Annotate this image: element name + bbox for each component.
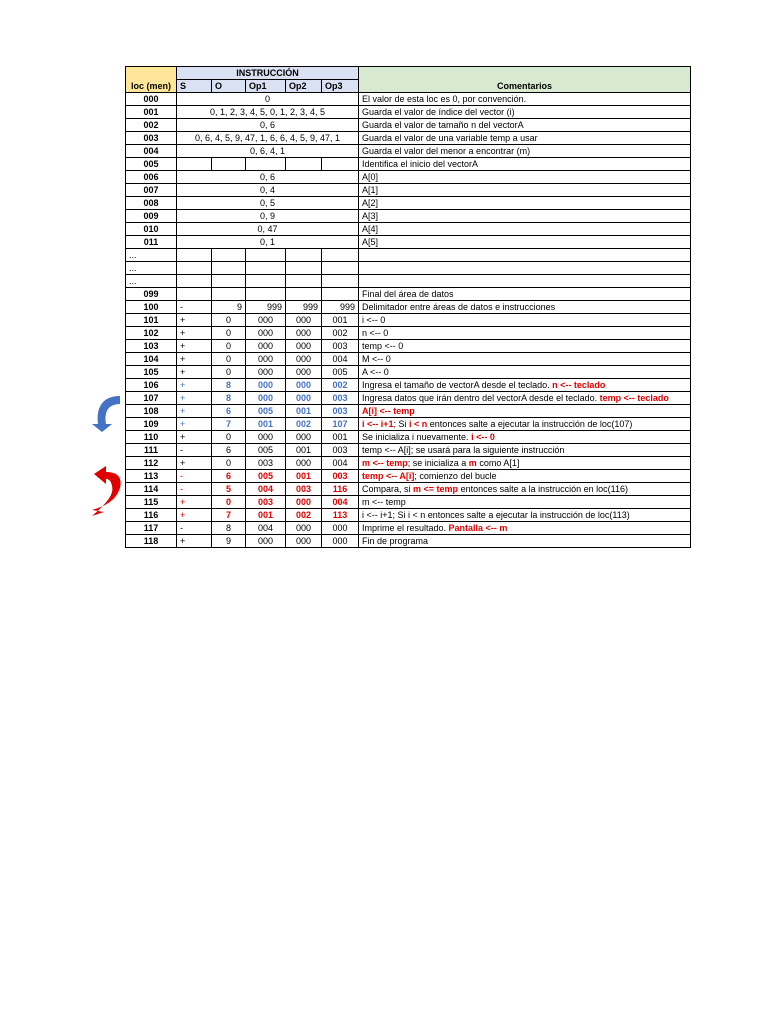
- o-cell: 0: [212, 353, 246, 366]
- comment-text: como A[1]: [476, 458, 520, 468]
- comment-cell: [359, 431, 691, 444]
- s-cell: -: [177, 483, 212, 496]
- empty-cell: [322, 275, 359, 288]
- empty-cell: [177, 262, 212, 275]
- op3-cell: 004: [322, 457, 359, 470]
- op2-cell: 003: [286, 483, 322, 496]
- value-cell: 0: [177, 93, 359, 106]
- s-cell: +: [177, 327, 212, 340]
- op2-cell: 000: [286, 379, 322, 392]
- op3-cell: 999: [322, 301, 359, 314]
- o-cell: 8: [212, 522, 246, 535]
- op3-cell: 003: [322, 405, 359, 418]
- o-cell: 8: [212, 379, 246, 392]
- loc-cell: 114: [126, 483, 177, 496]
- comment-text: entonces salte a ejecutar la instrucción de loc(107): [427, 419, 633, 429]
- highlight-text: n <-- teclado: [552, 380, 606, 390]
- empty-cell: [359, 249, 691, 262]
- comment-cell: Fin de programa: [359, 535, 691, 548]
- s-cell: +: [177, 366, 212, 379]
- instr-row-106: [126, 379, 691, 392]
- op1-cell: 003: [246, 496, 286, 509]
- op2-cell: 000: [286, 522, 322, 535]
- instr-row-117: [126, 522, 691, 535]
- loc-cell: 003: [126, 132, 177, 145]
- op2-cell: 000: [286, 496, 322, 509]
- instr-row-114: [126, 483, 691, 496]
- header-row-1: [126, 67, 691, 80]
- highlight-text: i < n: [409, 419, 428, 429]
- op3-cell: 003: [322, 340, 359, 353]
- o-cell: 7: [212, 418, 246, 431]
- comment-cell: [359, 379, 691, 392]
- loc-cell: ...: [126, 249, 177, 262]
- empty-cell: [246, 262, 286, 275]
- o-cell: 8: [212, 392, 246, 405]
- s-cell: +: [177, 509, 212, 522]
- op1-cell: 000: [246, 392, 286, 405]
- instruction-table: [125, 66, 691, 548]
- op2-cell: 001: [286, 470, 322, 483]
- highlight-text: temp <-- teclado: [599, 393, 669, 403]
- op2-cell: 000: [286, 314, 322, 327]
- comment-cell: A[2]: [359, 197, 691, 210]
- op3-cell: 003: [322, 444, 359, 457]
- empty-cell: [322, 288, 359, 301]
- op1-cell: 000: [246, 535, 286, 548]
- op2-cell: 000: [286, 535, 322, 548]
- loc-cell: 102: [126, 327, 177, 340]
- vector-row-008: [126, 197, 691, 210]
- s-cell: +: [177, 353, 212, 366]
- header-o: O: [212, 80, 246, 93]
- op3-cell: 003: [322, 470, 359, 483]
- op2-cell: 000: [286, 327, 322, 340]
- loc-cell: 111: [126, 444, 177, 457]
- value-cell: 0, 6, 4, 1: [177, 145, 359, 158]
- vector-row-011: [126, 236, 691, 249]
- comment-text: Ingresa el tamaño de vectorA desde el teclado.: [362, 380, 553, 390]
- loc-cell: 106: [126, 379, 177, 392]
- loc-cell: 101: [126, 314, 177, 327]
- op3-cell: 002: [322, 379, 359, 392]
- ellipsis-row: [126, 249, 691, 262]
- comment-cell: Final del área de datos: [359, 288, 691, 301]
- loc-cell: 006: [126, 171, 177, 184]
- s-cell: +: [177, 418, 212, 431]
- loc-cell: 008: [126, 197, 177, 210]
- empty-cell: [286, 158, 322, 171]
- value-cell: 0, 4: [177, 184, 359, 197]
- comment-cell: [359, 522, 691, 535]
- vector-row-009: [126, 210, 691, 223]
- data-row-002: [126, 119, 691, 132]
- empty-cell: [359, 262, 691, 275]
- loc-cell: 104: [126, 353, 177, 366]
- instr-row-112: [126, 457, 691, 470]
- op1-cell: 005: [246, 444, 286, 457]
- instr-row-103: [126, 340, 691, 353]
- instr-row-110: [126, 431, 691, 444]
- op3-cell: 004: [322, 353, 359, 366]
- instr-row-109: [126, 418, 691, 431]
- highlight-text: Pantalla <-- m: [448, 523, 508, 533]
- instr-row-116: [126, 509, 691, 522]
- loc-cell: 000: [126, 93, 177, 106]
- empty-cell: [246, 158, 286, 171]
- empty-cell: [212, 158, 246, 171]
- op3-cell: 000: [322, 522, 359, 535]
- op1-cell: 000: [246, 379, 286, 392]
- loc-cell: 004: [126, 145, 177, 158]
- value-cell: 0, 1, 2, 3, 4, 5, 0, 1, 2, 3, 4, 5: [177, 106, 359, 119]
- s-cell: +: [177, 535, 212, 548]
- value-cell: 0, 5: [177, 197, 359, 210]
- loc-cell: 113: [126, 470, 177, 483]
- loc-cell: 108: [126, 405, 177, 418]
- empty-cell: [246, 275, 286, 288]
- loc-cell: 099: [126, 288, 177, 301]
- data-row-003: [126, 132, 691, 145]
- data-row-004: [126, 145, 691, 158]
- op2-cell: 001: [286, 405, 322, 418]
- loc-cell: 112: [126, 457, 177, 470]
- highlight-text: temp <-- A[i]: [362, 471, 415, 481]
- data-row-001: [126, 106, 691, 119]
- comment-text: Compara, si: [362, 484, 414, 494]
- op1-cell: 003: [246, 457, 286, 470]
- header-instruccion: INSTRUCCIÓN: [177, 67, 359, 80]
- highlight-text: i <-- 0: [471, 432, 495, 442]
- comment-cell: i <-- i+1; Si i < n entonces salte a ejecutar la instrucción de loc(113): [359, 509, 691, 522]
- op3-cell: 001: [322, 431, 359, 444]
- comment-text: entonces salte a la instrucción en loc(116): [458, 484, 628, 494]
- empty-cell: [177, 249, 212, 262]
- data-row-005: [126, 158, 691, 171]
- op1-cell: 000: [246, 353, 286, 366]
- instr-row-107: [126, 392, 691, 405]
- comment-cell: [359, 457, 691, 470]
- empty-cell: [322, 249, 359, 262]
- comment-cell: temp <-- 0: [359, 340, 691, 353]
- op3-cell: 004: [322, 496, 359, 509]
- comment-cell: A[5]: [359, 236, 691, 249]
- s-cell: -: [177, 522, 212, 535]
- s-cell: +: [177, 431, 212, 444]
- comment-text: Se inicializa i nuevamente.: [362, 432, 472, 442]
- op1-cell: 005: [246, 470, 286, 483]
- op2-cell: 002: [286, 509, 322, 522]
- empty-cell: [212, 249, 246, 262]
- empty-cell: [177, 158, 212, 171]
- empty-cell: [212, 262, 246, 275]
- data-row-099: [126, 288, 691, 301]
- op2-cell: 000: [286, 366, 322, 379]
- op2-cell: 002: [286, 418, 322, 431]
- loc-cell: ...: [126, 275, 177, 288]
- value-cell: 0, 6: [177, 171, 359, 184]
- comment-cell: n <-- 0: [359, 327, 691, 340]
- loc-cell: 116: [126, 509, 177, 522]
- empty-cell: [246, 288, 286, 301]
- op3-cell: 001: [322, 314, 359, 327]
- instr-row-113: [126, 470, 691, 483]
- comment-cell: Guarda el valor de una variable temp a usar: [359, 132, 691, 145]
- value-cell: 0, 6, 4, 5, 9, 47, 1, 6, 6, 4, 5, 9, 47, 1: [177, 132, 359, 145]
- s-cell: +: [177, 340, 212, 353]
- vector-row-006: [126, 171, 691, 184]
- blue-loop-arrow-icon: [90, 390, 126, 432]
- op2-cell: 000: [286, 353, 322, 366]
- s-cell: +: [177, 457, 212, 470]
- op1-cell: 000: [246, 366, 286, 379]
- delimiter-row-100: [126, 301, 691, 314]
- highlight-text: i <-- i+1: [362, 419, 394, 429]
- instr-row-118: [126, 535, 691, 548]
- o-cell: 9: [212, 535, 246, 548]
- loc-cell: 005: [126, 158, 177, 171]
- instr-row-102: [126, 327, 691, 340]
- op3-cell: 002: [322, 327, 359, 340]
- loc-cell: 103: [126, 340, 177, 353]
- empty-cell: [212, 275, 246, 288]
- comment-cell: [359, 418, 691, 431]
- empty-cell: [322, 158, 359, 171]
- comment-cell: [359, 405, 691, 418]
- op1-cell: 000: [246, 340, 286, 353]
- header-op2: Op2: [286, 80, 322, 93]
- loc-cell: 118: [126, 535, 177, 548]
- comment-cell: [359, 483, 691, 496]
- o-cell: 0: [212, 431, 246, 444]
- comment-cell: M <-- 0: [359, 353, 691, 366]
- comment-text: Imprime el resultado.: [362, 523, 449, 533]
- op3-cell: 003: [322, 392, 359, 405]
- data-row-000: [126, 93, 691, 106]
- o-cell: 7: [212, 509, 246, 522]
- red-loop-arrow-icon: [84, 466, 126, 516]
- o-cell: 9: [212, 301, 246, 314]
- o-cell: 0: [212, 340, 246, 353]
- header-comentarios: Comentarios: [359, 67, 691, 93]
- comment-cell: temp <-- A[i]; se usará para la siguiente instrucción: [359, 444, 691, 457]
- loc-cell: 107: [126, 392, 177, 405]
- o-cell: 0: [212, 327, 246, 340]
- op1-cell: 004: [246, 522, 286, 535]
- s-cell: -: [177, 470, 212, 483]
- op1-cell: 000: [246, 314, 286, 327]
- op2-cell: 000: [286, 457, 322, 470]
- comment-cell: Guarda el valor de tamaño n del vectorA: [359, 119, 691, 132]
- s-cell: -: [177, 301, 212, 314]
- o-cell: 6: [212, 444, 246, 457]
- comment-cell: El valor de esta loc es 0, por convención.: [359, 93, 691, 106]
- loc-cell: 109: [126, 418, 177, 431]
- comment-text: ; comienzo del bucle: [414, 471, 497, 481]
- value-cell: 0, 9: [177, 210, 359, 223]
- loc-cell: 100: [126, 301, 177, 314]
- op1-cell: 001: [246, 509, 286, 522]
- comment-cell: m <-- temp: [359, 496, 691, 509]
- s-cell: +: [177, 496, 212, 509]
- instr-row-111: [126, 444, 691, 457]
- comment-cell: A <-- 0: [359, 366, 691, 379]
- comment-text: ; Si: [393, 419, 410, 429]
- op3-cell: 116: [322, 483, 359, 496]
- loc-cell: ...: [126, 262, 177, 275]
- comment-text: Ingresa datos que irán dentro del vectorA desde el teclado.: [362, 393, 600, 403]
- comment-text: ; se inicializa a: [407, 458, 469, 468]
- highlight-text: m: [468, 458, 477, 468]
- comment-cell: Guarda el valor de índice del vector (i): [359, 106, 691, 119]
- comment-cell: i <-- 0: [359, 314, 691, 327]
- empty-cell: [246, 249, 286, 262]
- empty-cell: [212, 288, 246, 301]
- header-op3: Op3: [322, 80, 359, 93]
- op3-cell: 005: [322, 366, 359, 379]
- empty-cell: [286, 275, 322, 288]
- s-cell: +: [177, 405, 212, 418]
- op3-cell: 000: [322, 535, 359, 548]
- op1-cell: 004: [246, 483, 286, 496]
- op2-cell: 000: [286, 340, 322, 353]
- vector-row-007: [126, 184, 691, 197]
- vector-row-010: [126, 223, 691, 236]
- op3-cell: 113: [322, 509, 359, 522]
- instr-row-115: [126, 496, 691, 509]
- header-s: S: [177, 80, 212, 93]
- comment-cell: Delimitador entre áreas de datos e instrucciones: [359, 301, 691, 314]
- loc-cell: 110: [126, 431, 177, 444]
- op1-cell: 999: [246, 301, 286, 314]
- comment-cell: A[1]: [359, 184, 691, 197]
- comment-cell: Guarda el valor del menor a encontrar (m): [359, 145, 691, 158]
- comment-cell: A[4]: [359, 223, 691, 236]
- header-loc: loc (men): [126, 67, 177, 93]
- s-cell: +: [177, 314, 212, 327]
- header-op1: Op1: [246, 80, 286, 93]
- op1-cell: 000: [246, 431, 286, 444]
- comment-cell: [359, 392, 691, 405]
- loc-cell: 117: [126, 522, 177, 535]
- loc-cell: 001: [126, 106, 177, 119]
- o-cell: 0: [212, 314, 246, 327]
- highlight-text: m <= temp: [413, 484, 459, 494]
- instr-row-108: [126, 405, 691, 418]
- op2-cell: 000: [286, 392, 322, 405]
- comment-cell: Identifica el inicio del vectorA: [359, 158, 691, 171]
- loc-cell: 009: [126, 210, 177, 223]
- o-cell: 5: [212, 483, 246, 496]
- o-cell: 0: [212, 366, 246, 379]
- loc-cell: 011: [126, 236, 177, 249]
- s-cell: +: [177, 392, 212, 405]
- empty-cell: [322, 262, 359, 275]
- value-cell: 0, 1: [177, 236, 359, 249]
- o-cell: 0: [212, 457, 246, 470]
- op2-cell: 001: [286, 444, 322, 457]
- loc-cell: 105: [126, 366, 177, 379]
- op3-cell: 107: [322, 418, 359, 431]
- value-cell: 0, 6: [177, 119, 359, 132]
- instr-row-101: [126, 314, 691, 327]
- value-cell: 0, 47: [177, 223, 359, 236]
- empty-cell: [286, 262, 322, 275]
- instr-row-105: [126, 366, 691, 379]
- o-cell: 6: [212, 405, 246, 418]
- ellipsis-row: [126, 275, 691, 288]
- op2-cell: 000: [286, 431, 322, 444]
- loc-cell: 002: [126, 119, 177, 132]
- op2-cell: 999: [286, 301, 322, 314]
- empty-cell: [177, 288, 212, 301]
- comment-cell: [359, 470, 691, 483]
- s-cell: +: [177, 379, 212, 392]
- op1-cell: 001: [246, 418, 286, 431]
- highlight-text: A[i] <-- temp: [362, 406, 415, 416]
- empty-cell: [286, 288, 322, 301]
- comment-cell: A[3]: [359, 210, 691, 223]
- loc-cell: 115: [126, 496, 177, 509]
- comment-cell: A[0]: [359, 171, 691, 184]
- o-cell: 0: [212, 496, 246, 509]
- loc-cell: 010: [126, 223, 177, 236]
- op1-cell: 005: [246, 405, 286, 418]
- empty-cell: [286, 249, 322, 262]
- highlight-text: m <-- temp: [362, 458, 408, 468]
- loc-cell: 007: [126, 184, 177, 197]
- instr-row-104: [126, 353, 691, 366]
- s-cell: -: [177, 444, 212, 457]
- ellipsis-row: [126, 262, 691, 275]
- empty-cell: [177, 275, 212, 288]
- o-cell: 6: [212, 470, 246, 483]
- op1-cell: 000: [246, 327, 286, 340]
- empty-cell: [359, 275, 691, 288]
